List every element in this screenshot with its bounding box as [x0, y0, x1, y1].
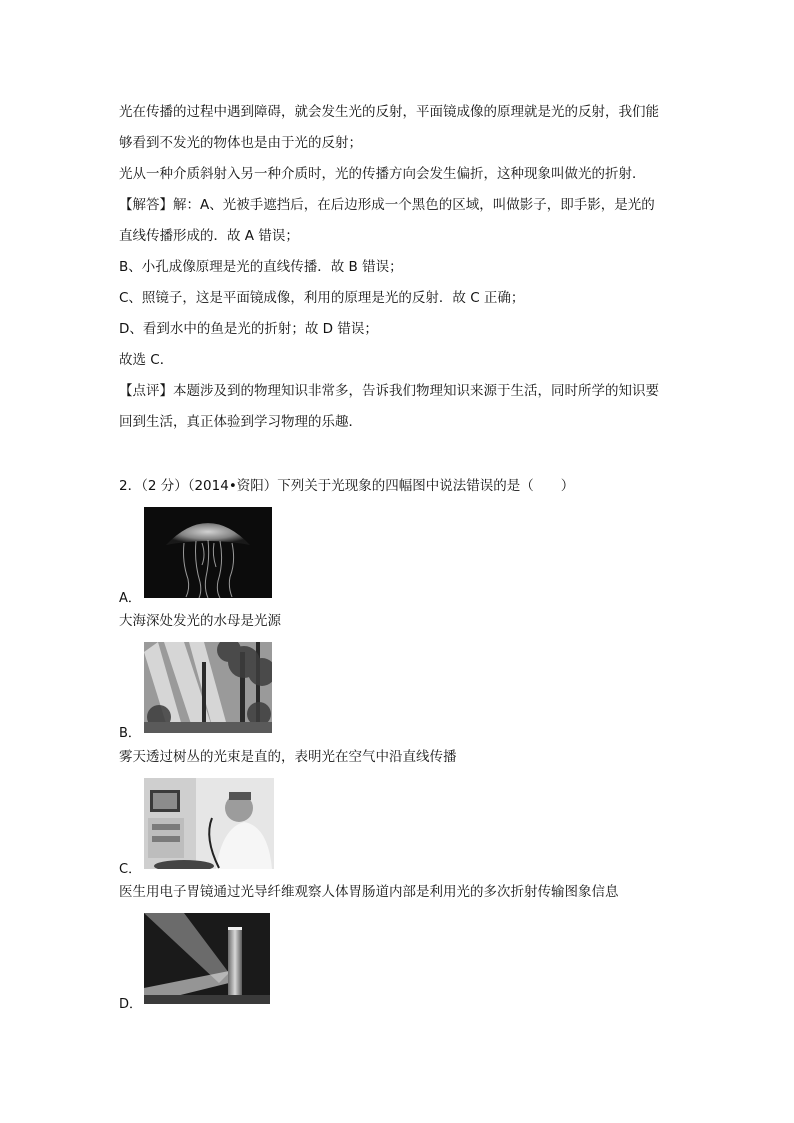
- analysis-line: 光在传播的过程中遇到障碍，就会发生光的反射，平面镜成像的原理就是光的反射，我们能: [119, 104, 659, 120]
- solution-line: 直线传播形成的．故 A 错误；: [119, 228, 299, 244]
- endoscope-photo: [144, 778, 274, 869]
- forest-light-photo: [144, 642, 272, 733]
- option-d-label: D．: [119, 997, 143, 1012]
- option-a-label: A．: [119, 591, 141, 606]
- solution-line: D、看到水中的鱼是光的折射；故 D 错误；: [119, 321, 378, 337]
- option-a-text: 大海深处发光的水母是光源: [119, 613, 281, 629]
- analysis-line: 够看到不发光的物体也是由于光的反射；: [119, 135, 362, 151]
- prism-light-photo: [144, 913, 270, 1004]
- option-b-text: 雾天透过树丛的光束是直的，表明光在空气中沿直线传播: [119, 749, 457, 765]
- solution-line: 【解答】解：A、光被手遮挡后，在后边形成一个黑色的区域，叫做影子，即手影，是光的: [119, 197, 655, 213]
- question-stem: 2．（2 分）（2014•资阳）下列关于光现象的四幅图中说法错误的是（ ）: [119, 478, 575, 494]
- comment-line: 【点评】本题涉及到的物理知识非常多，告诉我们物理知识来源于生活，同时所学的知识要: [119, 383, 659, 399]
- option-c-text: 医生用电子胃镜通过光导纤维观察人体胃肠道内部是利用光的多次折射传输图象信息: [119, 884, 619, 900]
- solution-line: C、照镜子，这是平面镜成像，利用的原理是光的反射．故 C 正确；: [119, 290, 525, 306]
- comment-line: 回到生活，真正体验到学习物理的乐趣．: [119, 414, 362, 430]
- option-b-label: B．: [119, 726, 141, 741]
- answer-line: 故选 C．: [119, 352, 174, 368]
- option-c-label: C．: [119, 862, 142, 877]
- jellyfish-photo: [144, 507, 272, 598]
- analysis-line: 光从一种介质斜射入另一种介质时，光的传播方向会发生偏折，这种现象叫做光的折射．: [119, 166, 646, 182]
- solution-line: B、小孔成像原理是光的直线传播．故 B 错误；: [119, 259, 403, 275]
